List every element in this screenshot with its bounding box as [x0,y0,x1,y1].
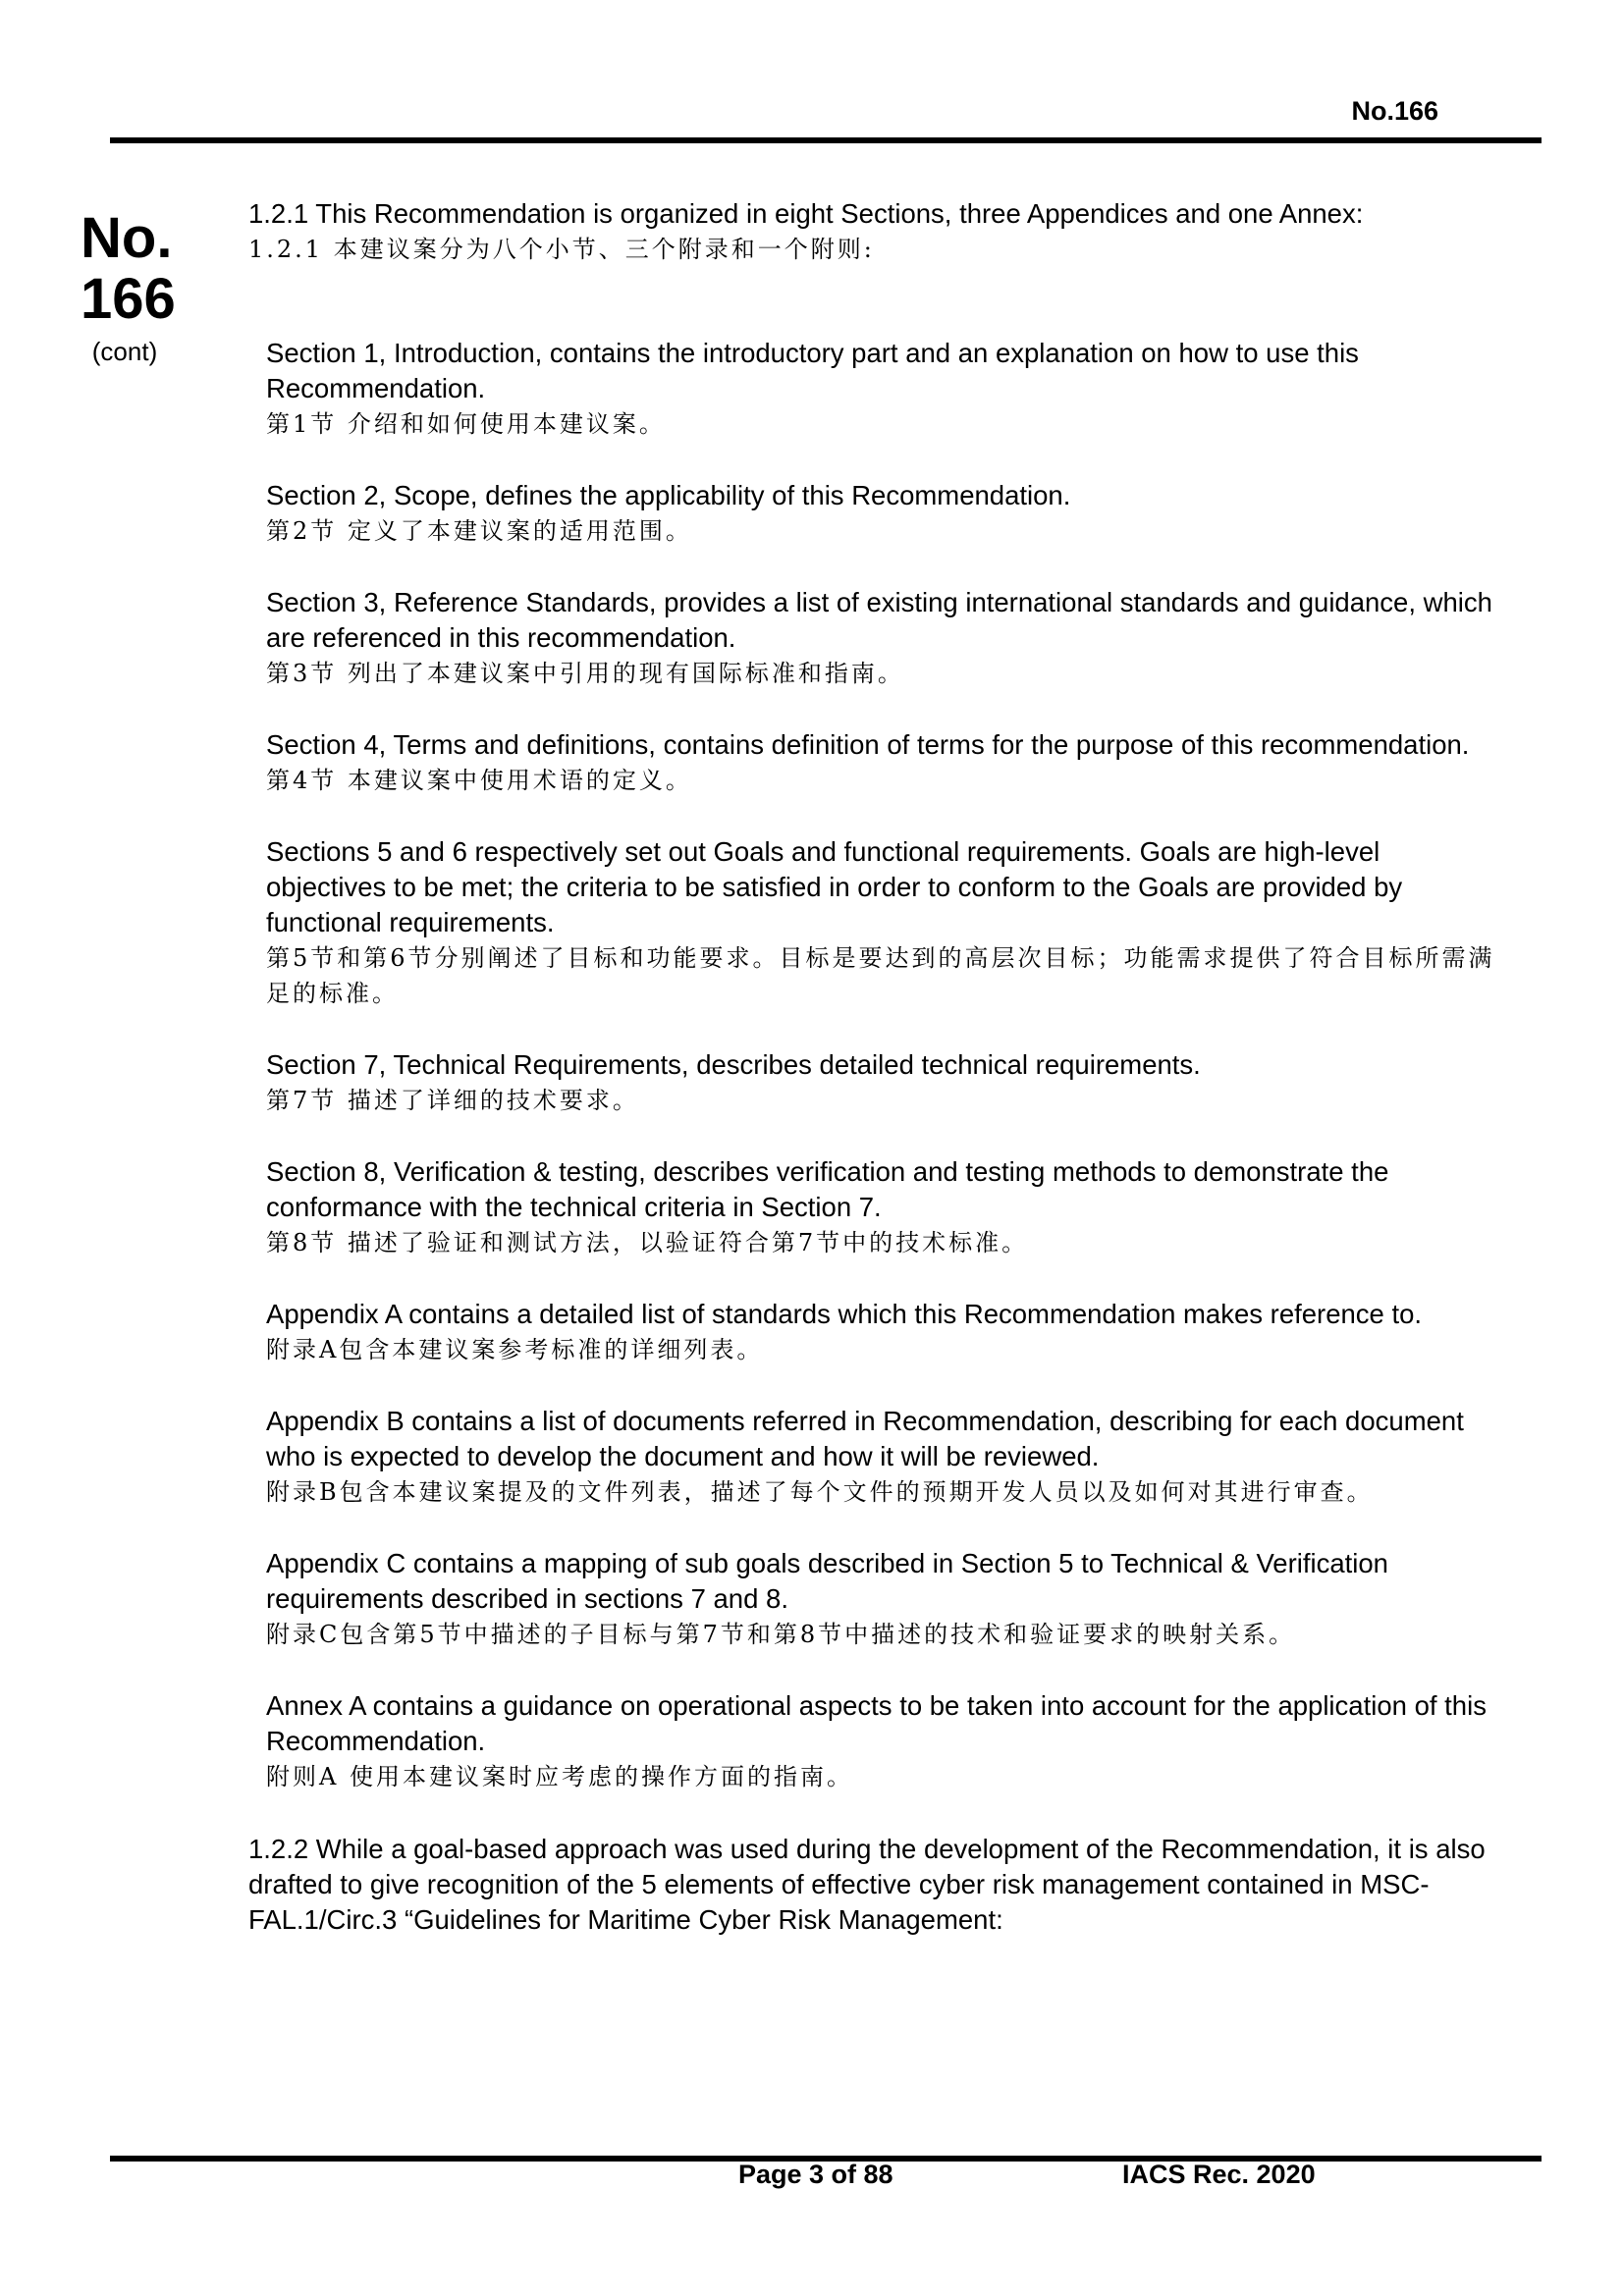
item-en: Section 8, Verification & testing, describes verification and testing methods to demonstrate the conformance with the technical criteria in Section 7. [266,1156,1389,1222]
intro-zh: 1.2.1 本建议案分为八个小节、三个附录和一个附则: [248,236,875,263]
item-zh: 附录B包含本建议案提及的文件列表，描述了每个文件的预期开发人员以及如何对其进行审查。 [266,1478,1374,1506]
item-zh: 第8节 描述了验证和测试方法，以验证符合第7节中的技术标准。 [266,1229,1029,1256]
sidebar-document-number [81,206,176,331]
item-en: Section 1, Introduction, contains the introductory part and an explanation on how to use this Recommendation. [266,338,1359,403]
page-body [248,196,1505,1938]
list-item [266,1404,1505,1510]
list-item [266,478,1505,549]
item-en: Section 4, Terms and definitions, contains definition of terms for the purpose of this recommendation. [266,729,1470,760]
list-item [266,1688,1505,1794]
intro-en: 1.2.1 This Recommendation is organized in eight Sections, three Appendices and one Annex: [248,198,1364,229]
item-zh: 第5节和第6节分别阐述了目标和功能要求。目标是要达到的高层次目标；功能需求提供了符合目标所需满足的标准。 [266,944,1495,1007]
list-item [266,1546,1505,1652]
item-en: Appendix C contains a mapping of sub goals described in Section 5 to Technical & Verification requirements described in sections 7 and 8. [266,1548,1388,1614]
item-en: Appendix B contains a list of documents referred in Recommendation, describing for each document who is expected to develop the document and how it will be reviewed. [266,1406,1464,1471]
intro-paragraph [248,196,1505,267]
item-en: Appendix A contains a detailed list of standards which this Recommendation makes reference to. [266,1299,1423,1329]
item-zh: 第2节 定义了本建议案的适用范围。 [266,517,692,545]
sidebar-number: 166 [81,267,176,331]
item-en: Section 7, Technical Requirements, describes detailed technical requirements. [266,1049,1201,1080]
list-item [266,834,1505,1011]
closing-paragraph [248,1832,1486,1938]
item-zh: 第1节 介绍和如何使用本建议案。 [266,410,666,438]
list-item [266,1047,1505,1118]
item-zh: 附则A 使用本建议案时应考虑的操作方面的指南。 [266,1763,853,1790]
list-item [266,1154,1505,1260]
header-rule [110,137,1542,143]
footer-rec-label: IACS Rec. 2020 [1122,2160,1316,2189]
closing-en: 1.2.2 While a goal-based approach was used during the development of the Recommendation, it is also drafted to give recognition of the 5 elements of effective cyber risk management contained in MSC-FAL.1/Circ.3 “Guidelines for Maritime Cyber Risk Management: [248,1834,1486,1935]
sidebar-cont-label: (cont) [91,337,158,366]
list-item [266,727,1505,798]
item-en: Annex A contains a guidance on operational aspects to be taken into account for the application of this Recommendation. [266,1690,1487,1756]
item-en: Sections 5 and 6 respectively set out Goals and functional requirements. Goals are high-level objectives to be met; the criteria to be satisfied in order to conform to the Goals are provided by functional requirements. [266,836,1403,937]
item-en: Section 3, Reference Standards, provides a list of existing international standards and guidance, which are referenced in this recommendation. [266,587,1492,653]
item-zh: 第4节 本建议案中使用术语的定义。 [266,767,692,794]
section-list [248,336,1505,1794]
document-number-header: No.166 [1351,96,1438,126]
item-zh: 附录A包含本建议案参考标准的详细列表。 [266,1336,764,1363]
list-item [266,336,1505,442]
list-item [266,585,1505,691]
item-zh: 第7节 描述了详细的技术要求。 [266,1087,639,1114]
list-item [266,1297,1505,1367]
item-zh: 附录C包含第5节中描述的子目标与第7节和第8节中描述的技术和验证要求的映射关系。 [266,1621,1296,1648]
item-zh: 第3节 列出了本建议案中引用的现有国际标准和指南。 [266,660,904,687]
sidebar-no-label: No. [81,206,173,270]
item-en: Section 2, Scope, defines the applicability of this Recommendation. [266,480,1071,510]
page-number: Page 3 of 88 [738,2160,893,2189]
